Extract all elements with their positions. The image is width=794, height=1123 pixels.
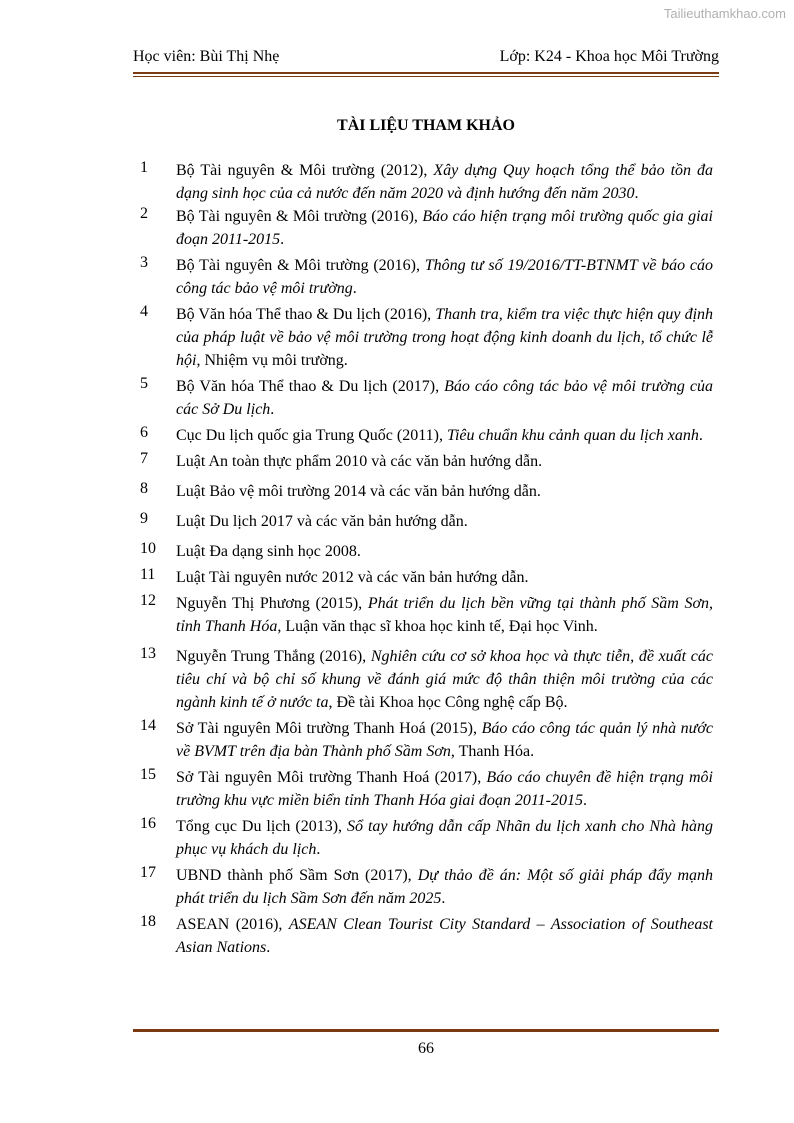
reference-author: UBND thành phố Sầm Sơn (2017),	[176, 867, 418, 884]
reference-item	[140, 913, 713, 959]
reference-number: 2	[140, 205, 148, 222]
reference-text	[176, 766, 713, 812]
reference-suffix: , Luận văn thạc sĩ khoa học kinh tế, Đại học Vinh.	[277, 618, 598, 635]
reference-author: Cục Du lịch quốc gia Trung Quốc (2011),	[176, 427, 447, 444]
reference-number: 16	[140, 815, 156, 832]
page-title: TÀI LIỆU THAM KHẢO	[337, 117, 515, 134]
reference-number: 12	[140, 592, 156, 609]
reference-item	[140, 864, 713, 910]
watermark-text: Tailieuthamkhao.com	[663, 6, 786, 21]
reference-text	[176, 717, 713, 763]
reference-item	[140, 205, 713, 251]
reference-number: 7	[140, 450, 148, 467]
reference-item	[140, 566, 713, 589]
reference-author: Bộ Tài nguyên & Môi trường (2012),	[176, 162, 434, 179]
reference-title: Báo cáo công tác bảo vệ môi trường của các Sở Du lịch	[176, 378, 714, 418]
reference-item	[140, 717, 713, 763]
reference-author: Luật An toàn thực phẩm 2010 và các văn bản hướng dẫn.	[176, 453, 543, 470]
reference-text	[176, 510, 713, 533]
reference-text	[176, 375, 713, 421]
reference-title: Dự thảo đề án: Một số giải pháp đẩy mạnh phát triển du lịch Sầm Sơn đến năm 2025	[176, 867, 714, 907]
reference-item	[140, 424, 713, 447]
reference-number: 4	[140, 303, 148, 320]
reference-title: Xây dựng Quy hoạch tổng thể bảo tồn đa dạng sinh học của cả nước đến năm 2020 và định hướng đến năm 2030	[176, 162, 714, 202]
reference-text	[176, 159, 713, 205]
reference-title: Báo cáo hiện trạng môi trường quốc gia giai đoạn 2011-2015	[176, 208, 714, 248]
reference-item	[140, 303, 713, 372]
reference-suffix: , Đề tài Khoa học Công nghệ cấp Bộ.	[328, 694, 568, 711]
reference-item	[140, 375, 713, 421]
reference-item	[140, 510, 713, 533]
reference-text	[176, 205, 713, 251]
reference-title: Phát triển du lịch bền vững tại thành phố Sầm Sơn, tỉnh Thanh Hóa	[176, 595, 713, 635]
reference-suffix: .	[441, 890, 446, 907]
reference-number: 5	[140, 375, 148, 392]
reference-item	[140, 254, 713, 300]
reference-number: 8	[140, 480, 148, 497]
reference-item	[140, 592, 713, 638]
reference-title: Báo cáo chuyên đề hiện trạng môi trường khu vực miền biển tỉnh Thanh Hóa giai đoạn 2011-2015	[176, 769, 714, 809]
reference-suffix: .	[266, 939, 271, 956]
reference-suffix: .	[352, 280, 357, 297]
reference-title: Tiêu chuẩn khu cảnh quan du lịch xanh	[446, 427, 699, 444]
header-student-name: Học viên: Bùi Thị Nhẹ	[133, 48, 280, 65]
reference-author: Nguyễn Thị Phương (2015),	[176, 595, 368, 612]
footer-divider	[133, 1027, 719, 1032]
reference-author: ASEAN (2016),	[176, 916, 289, 933]
reference-number: 14	[140, 717, 156, 734]
reference-text	[176, 592, 713, 638]
reference-title: Báo cáo công tác quản lý nhà nước về BVMT trên địa bàn Thành phố Sầm Sơn	[176, 720, 714, 760]
reference-text	[176, 645, 713, 714]
reference-number: 9	[140, 510, 148, 527]
reference-text	[176, 254, 713, 300]
reference-author: Bộ Tài nguyên & Môi trường (2016),	[176, 208, 423, 225]
reference-author: Luật Bảo vệ môi trường 2014 và các văn bản hướng dẫn.	[176, 483, 541, 500]
reference-item	[140, 159, 713, 205]
reference-suffix: .	[698, 427, 703, 444]
reference-author: Bộ Tài nguyên & Môi trường (2016),	[176, 257, 425, 274]
reference-author: Sở Tài nguyên Môi trường Thanh Hoá (2017),	[176, 769, 487, 786]
reference-text	[176, 566, 713, 589]
reference-number: 18	[140, 913, 156, 930]
reference-author: Bộ Văn hóa Thể thao & Du lịch (2016),	[176, 306, 436, 323]
reference-number: 10	[140, 540, 156, 557]
reference-author: Bộ Văn hóa Thể thao & Du lịch (2017),	[176, 378, 445, 395]
reference-number: 17	[140, 864, 156, 881]
reference-text	[176, 864, 713, 910]
reference-item	[140, 480, 713, 503]
reference-number: 15	[140, 766, 156, 783]
reference-author: Nguyễn Trung Thắng (2016),	[176, 648, 371, 665]
reference-author: Luật Đa dạng sinh học 2008.	[176, 543, 361, 560]
reference-list	[140, 159, 713, 959]
reference-suffix: .	[634, 185, 639, 202]
reference-item	[140, 815, 713, 861]
reference-suffix: .	[583, 792, 587, 809]
reference-title: ASEAN Clean Tourist City Standard – Association of Southeast Asian Nations	[176, 916, 713, 956]
reference-text	[176, 913, 713, 959]
reference-number: 11	[140, 566, 156, 583]
reference-author: Luật Du lịch 2017 và các văn bản hướng dẫn.	[176, 513, 468, 530]
reference-suffix: , Thanh Hóa.	[450, 743, 535, 760]
reference-item	[140, 645, 713, 714]
reference-number: 1	[140, 159, 148, 176]
reference-text	[176, 303, 713, 372]
reference-text	[176, 450, 713, 473]
reference-suffix: .	[280, 231, 285, 248]
reference-suffix: .	[270, 401, 275, 418]
reference-author: Tổng cục Du lịch (2013),	[176, 818, 347, 835]
reference-number: 3	[140, 254, 148, 271]
reference-title: Sổ tay hướng dẫn cấp Nhãn du lịch xanh cho Nhà hàng phục vụ khách du lịch	[176, 818, 713, 858]
reference-number: 6	[140, 424, 148, 441]
reference-item	[140, 540, 713, 563]
reference-text	[176, 815, 713, 861]
reference-item	[140, 766, 713, 812]
header-class-name: Lớp: K24 - Khoa học Môi Trường	[499, 48, 719, 65]
reference-suffix: .	[316, 841, 321, 858]
page-header	[133, 48, 719, 66]
page-number: 66	[418, 1040, 434, 1057]
reference-text	[176, 540, 713, 563]
reference-title: Nghiên cứu cơ sở khoa học và thực tiễn, đề xuất các tiêu chí và bộ chỉ số khung về đánh giá mức độ thân thiện môi trường của các ngành kinh tế ở nước ta	[176, 648, 713, 711]
reference-text	[176, 424, 713, 447]
reference-text	[176, 480, 713, 503]
reference-suffix: , Nhiệm vụ môi trường.	[196, 352, 348, 369]
header-divider	[133, 72, 719, 77]
reference-title: Thông tư số 19/2016/TT-BTNMT về báo cáo công tác bảo vệ môi trường	[176, 257, 713, 297]
reference-author: Sở Tài nguyên Môi trường Thanh Hoá (2015),	[176, 720, 482, 737]
reference-number: 13	[140, 645, 156, 662]
reference-title: Thanh tra, kiểm tra việc thực hiện quy định của pháp luật về bảo vệ môi trường trong hoạt động kinh doanh du lịch, tổ chức lễ hội	[176, 306, 714, 369]
reference-item	[140, 450, 713, 473]
reference-author: Luật Tài nguyên nước 2012 và các văn bản hướng dẫn.	[176, 569, 529, 586]
